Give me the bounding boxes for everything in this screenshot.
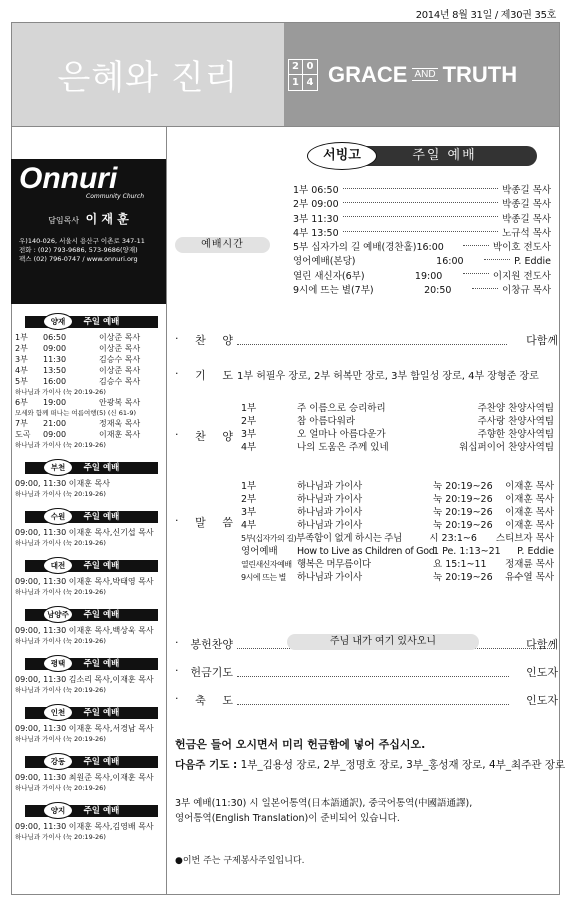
campus-header — [15, 605, 162, 623]
emblem-digit: 4 — [306, 76, 314, 88]
campus-name: 양지 — [43, 802, 73, 819]
schedule-row: 3부 11:30 박종길 목사 — [293, 213, 551, 225]
service-row: 6부 19:00 안광복 목사 — [15, 398, 141, 407]
pastor-label: 담임목사 — [48, 216, 80, 225]
campus-header — [15, 703, 162, 721]
choir-row: 3부 오 얼마나 아름다운가 주향한 찬양사역팀 — [241, 429, 554, 440]
offering-prayer-item: · 헌금기도 인도자 — [175, 664, 558, 679]
campus-block — [11, 507, 166, 548]
offering-prayer-leader: 인도자 — [526, 666, 558, 679]
schedule-row: 열린 새신자(6부) 19:00 이지원 전도사 — [293, 270, 551, 282]
service-row: 도곡 09:00 이재훈 목사 — [15, 430, 141, 439]
offering-notice: 헌금은 들어 오시면서 미리 헌금함에 넣어 주십시오. — [175, 738, 426, 751]
sermon-row: 열린새신자예배 행복은 머무름이다 요 15:1~11 정재륜 목사 — [241, 559, 554, 570]
emblem-digit: 0 — [303, 60, 317, 75]
church-brand — [11, 159, 166, 304]
campus-header-label: 주일 예배 — [25, 511, 158, 523]
offering-praise-leader: 다함께 — [526, 638, 558, 651]
sermon-row: 영어예배 How to Live as Children of God 1 Pe. 1:13~21 P. Eddie — [241, 546, 554, 557]
campus-header-label: 주일 예배 — [25, 707, 158, 719]
title-truth: TRUTH — [442, 61, 518, 87]
prayer-item: · 기 도 1부 허필우 장로, 2부 허복만 장로, 3부 함일성 장로, 4부 장형준 장로 — [175, 367, 539, 382]
schedule-row: 영어예배(본당) 16:00 P. Eddie — [293, 256, 551, 268]
praise-item: · 찬 양 다함께 — [175, 332, 558, 347]
campus-yangjae — [11, 312, 166, 450]
sermon-note: 하나님과 가이사 (눅 20:19-26) — [15, 637, 106, 645]
campus-block — [11, 703, 166, 744]
english-title — [328, 62, 517, 88]
campus-header-label: 주일 예배 — [25, 462, 158, 474]
sermon-row: 4부 하나님과 가이사 눅 20:19~26 이재훈 목사 — [241, 520, 554, 531]
campus-name: 부천 — [43, 459, 73, 476]
issue-date: 2014년 8월 31일 / 제30권 35호 — [415, 10, 556, 21]
campus-header-label: 주일 예배 — [25, 609, 158, 621]
other-campus-list — [11, 458, 166, 842]
emblem-digit: 1 — [289, 75, 303, 90]
choir-list — [241, 402, 554, 454]
relief-sunday-notice: ●이번 주는 구제봉사주일입니다. — [175, 856, 305, 866]
sermon-row: 9시에 뜨는 별 하나님과 가이사 눅 20:19~26 유수열 목사 — [241, 572, 554, 583]
service-times-label: 예배시간 — [175, 237, 270, 253]
prayer-leaders: 1부 허필우 장로, 2부 허복만 장로, 3부 함일성 장로, 4부 장형준 장로 — [237, 371, 539, 382]
choir-row: 4부 나의 도움은 주께 있네 워십퍼이어 찬양사역팀 — [241, 442, 554, 453]
campus-service-line: 09:00, 11:30 이재훈 목사,김영배 목사 — [15, 822, 154, 831]
campus-name: 남양주 — [43, 606, 73, 623]
sermon-row: 1부 하나님과 가이사 눅 20:19~26 이재훈 목사 — [241, 481, 554, 492]
next-week-prayer: 다음주 기도 : 1부_김용성 장로, 2부_정명호 장로, 3부_홍성재 장로, 4부_최주관 장로 — [175, 759, 566, 771]
campus-block — [11, 752, 166, 793]
choir-item: · 찬 양 — [175, 428, 233, 443]
offering-prayer-dotline — [237, 676, 509, 677]
sermon-row: 3부 하나님과 가이사 눅 20:19~26 이재훈 목사 — [241, 507, 554, 518]
contact-info — [19, 237, 158, 264]
campus-header — [15, 507, 162, 525]
schedule-row: 9시에 뜨는 별(7부) 20:50 이창규 목사 — [293, 285, 551, 297]
benediction-leader: 인도자 — [526, 694, 558, 707]
korean-title: 은혜와 진리 — [57, 58, 239, 98]
campus-service-line: 09:00, 11:30 이재훈 목사,박태영 목사 — [15, 577, 154, 586]
campus-header — [15, 458, 162, 476]
campus-service-line: 09:00, 11:30 이재훈 목사,서경남 목사 — [15, 724, 154, 733]
campus-name: 평택 — [43, 655, 73, 672]
offering-praise-item: · 봉헌찬양 다함께 — [175, 636, 558, 651]
service-row: 1부 06:50 이상준 목사 — [15, 333, 141, 342]
fax-website: 팩스 (02) 796-0747 / www.onnuri.org — [19, 255, 138, 263]
title-and: AND — [414, 69, 436, 80]
campus-name: 인천 — [43, 704, 73, 721]
masthead-banner — [11, 22, 560, 127]
campus-service-line: 09:00, 11:30 이재훈 목사 — [15, 479, 110, 488]
service-row: 3부 11:30 김승수 목사 — [15, 355, 141, 364]
sermon-note: 하나님과 가이사 (눅 20:19-26) — [15, 588, 106, 596]
sermon-list — [241, 480, 554, 584]
phone: 전화 : (02) 793-9686, 573-9686(양재) — [19, 246, 138, 254]
sermon-note: 하나님과 가이사 (눅 20:19-26) — [15, 490, 106, 498]
campus-block — [11, 654, 166, 695]
campus-block — [11, 458, 166, 499]
campus-header-label: 주일 예배 — [25, 756, 158, 768]
campus-header-label: 주일 예배 — [25, 560, 158, 572]
schedule-row: 5부 십자가의 길 예배(경찬홀) 16:00 박이호 전도사 — [293, 242, 551, 254]
benediction-dotline — [237, 704, 509, 705]
campus-block — [11, 556, 166, 597]
sermon-note: 하나님과 가이사 (눅 20:19-26) — [15, 388, 106, 396]
sermon-item: · 말 씀 — [175, 514, 233, 529]
offering-song: 주님 내가 여기 있사오니 — [287, 634, 479, 650]
campus-service-list — [15, 332, 162, 450]
campus-service-line: 09:00, 11:30 이재훈 목사,백상욱 목사 — [15, 626, 154, 635]
service-title: 주일 예배 — [312, 146, 537, 166]
campus-header-label: 주일 예배 — [25, 805, 158, 817]
campus-header — [15, 801, 162, 819]
schedule-row: 2부 09:00 박종길 목사 — [293, 199, 551, 211]
sermon-note: 모세와 함께 떠나는 여름여행(5) (신 61-9) — [15, 409, 136, 417]
sermon-note: 하나님과 가이사 (눅 20:19-26) — [15, 833, 106, 841]
campus-header — [15, 752, 162, 770]
onnuri-logo: Onnuri — [19, 162, 118, 195]
sermon-row: 5부(십자가의 길) 부족함이 없게 하시는 주님 시 23:1~6 스티브자 목사 — [241, 533, 554, 544]
translation-notice: 3부 예배(11:30) 시 일본어통역(日本語通訳), 중국어통역(中國語通譯), 영어통역(English Translation)이 준비되어 있습니다. — [175, 798, 473, 824]
campus-header-label: 주일 예배 — [25, 658, 158, 670]
banner-english — [284, 23, 559, 126]
schedule-row: 1부 06:50 박종길 목사 — [293, 185, 551, 196]
campus-badge: 서빙고 — [307, 142, 377, 170]
campus-service-line: 09:00, 11:30 최원준 목사,이재훈 목사 — [15, 773, 154, 782]
campus-name: 양재 — [43, 313, 73, 330]
campus-name: 대전 — [43, 557, 73, 574]
main-order-of-service — [167, 127, 566, 895]
service-row: 4부 13:50 이상준 목사 — [15, 366, 141, 375]
campus-name: 강동 — [43, 753, 73, 770]
sermon-note: 하나님과 가이사 (눅 20:19-26) — [15, 784, 106, 792]
benediction-item: · 축 도 인도자 — [175, 692, 558, 707]
sermon-note: 하나님과 가이사 (눅 20:19-26) — [15, 441, 106, 449]
choir-row: 1부 주 이름으로 승리하리 주찬양 찬양사역팀 — [241, 403, 554, 414]
leader-dotline — [237, 344, 507, 345]
service-row: 7부 21:00 정재욱 목사 — [15, 419, 141, 428]
sermon-row: 2부 하나님과 가이사 눅 20:19~26 이재훈 목사 — [241, 494, 554, 505]
campus-name: 수원 — [43, 508, 73, 525]
service-schedule — [293, 184, 551, 298]
logo-subtitle: Community Church — [86, 193, 144, 200]
campus-service-line: 09:00, 11:30 김소리 목사,이재훈 목사 — [15, 675, 154, 684]
campus-header — [15, 654, 162, 672]
campus-header — [15, 312, 162, 330]
sermon-note: 하나님과 가이사 (눅 20:19-26) — [15, 686, 106, 694]
sermon-note: 하나님과 가이사 (눅 20:19-26) — [15, 735, 106, 743]
service-row: 5부 16:00 김승수 목사 — [15, 377, 141, 386]
senior-pastor — [19, 210, 158, 227]
sidebar — [11, 127, 167, 895]
sermon-note: 하나님과 가이사 (눅 20:19-26) — [15, 539, 106, 547]
banner-korean — [12, 23, 284, 126]
campus-header — [15, 556, 162, 574]
praise-leader: 다함께 — [526, 334, 558, 347]
campus-service-line: 09:00, 11:30 이재훈 목사,신기섭 목사 — [15, 528, 154, 537]
campus-block — [11, 605, 166, 646]
year-emblem-icon — [288, 59, 318, 91]
address: 우)140-026, 서울시 용산구 이촌로 347-11 — [19, 237, 145, 245]
campus-block — [11, 801, 166, 842]
campus-header-label: 주일 예배 — [25, 316, 158, 328]
emblem-digit: 2 — [289, 60, 303, 75]
pastor-name: 이 재 훈 — [85, 212, 129, 226]
schedule-row: 4부 13:50 노규석 목사 — [293, 227, 551, 239]
title-grace: GRACE — [328, 61, 408, 87]
choir-row: 2부 참 아름다워라 주사랑 찬양사역팀 — [241, 416, 554, 427]
service-row: 2부 09:00 이상준 목사 — [15, 344, 141, 353]
